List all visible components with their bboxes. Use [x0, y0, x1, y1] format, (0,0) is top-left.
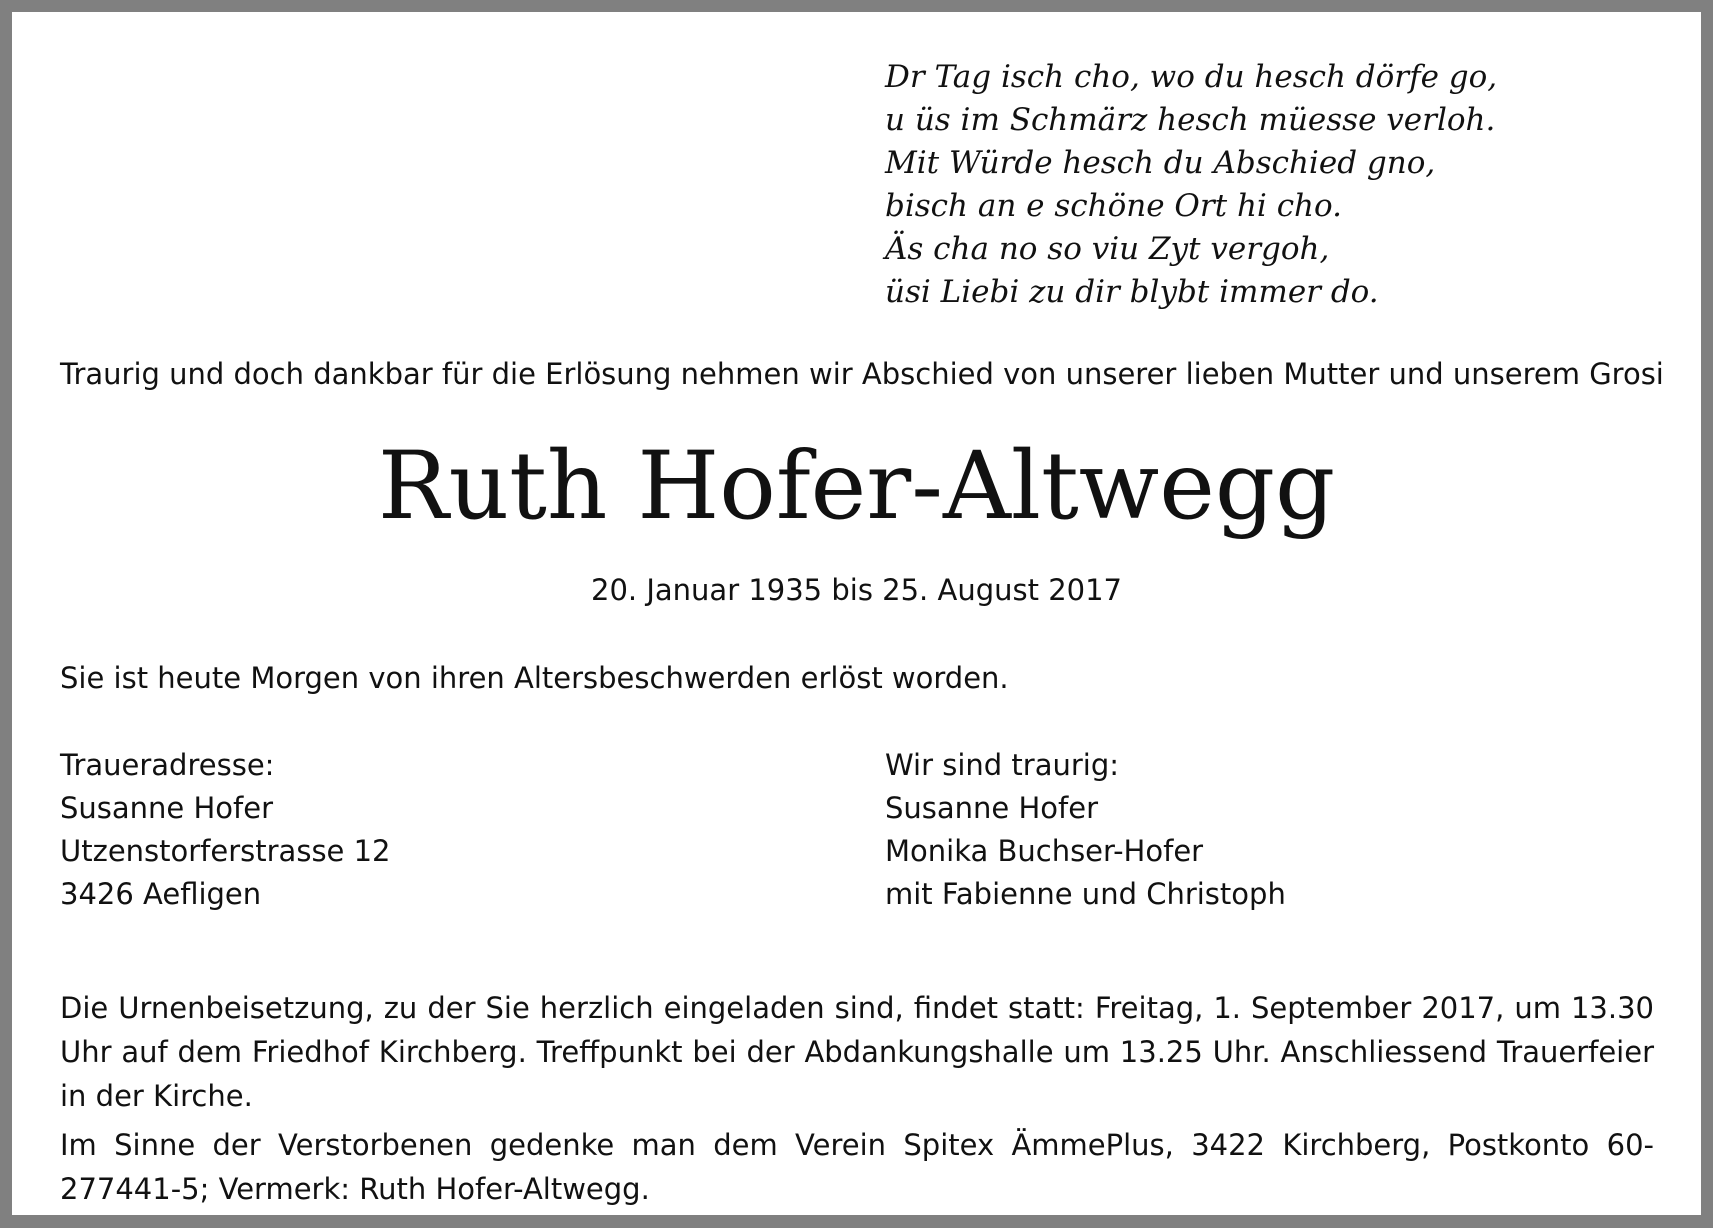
- mourning-address: [60, 744, 391, 916]
- mourner: Monika Buchser-Hofer: [885, 834, 1204, 868]
- mourner: mit Fabienne und Christoph: [885, 877, 1286, 911]
- poem-line: Dr Tag isch cho, wo du hesch dörfe go,: [885, 59, 1498, 95]
- mourners-heading: Wir sind traurig:: [885, 748, 1120, 782]
- life-dates: 20. Januar 1935 bis 25. August 2017: [591, 573, 1122, 607]
- donation-info: Im Sinne der Verstorbenen gedenke man dem Verein Spitex ÄmmePlus, 3422 Kirchberg, Postkonto 60-277441-5; Vermerk: Ruth Hofer-Altwegg.: [60, 1128, 1654, 1206]
- mourners-list: [885, 744, 1286, 916]
- poem-line: üsi Liebi zu dir blybt immer do.: [885, 274, 1379, 310]
- intro-text: Traurig und doch dankbar für die Erlösung nehmen wir Abschied von unserer lieben Mutter und unserem Grosi: [60, 357, 1664, 391]
- poem-line: bisch an e schöne Ort hi cho.: [885, 188, 1342, 224]
- address-line: 3426 Aefligen: [60, 877, 262, 911]
- mourner: Susanne Hofer: [885, 791, 1099, 825]
- address-line: Susanne Hofer: [60, 791, 274, 825]
- poem: [885, 56, 1497, 314]
- poem-line: Mit Würde hesch du Abschied gno,: [885, 145, 1436, 181]
- address-heading: Traueradresse:: [60, 748, 275, 782]
- poem-line: Äs cha no so viu Zyt vergoh,: [885, 231, 1330, 267]
- funeral-info: Die Urnenbeisetzung, zu der Sie herzlich eingeladen sind, findet statt: Freitag, 1. September 2017, um 13.30 Uhr auf dem Friedhof Kirchberg. Treffpunkt bei der Abdankungshalle um 13.25 Uhr. Anschliessend Trauerfeier in der Kirche.: [60, 991, 1654, 1113]
- address-line: Utzenstorferstrasse 12: [60, 834, 391, 868]
- poem-line: u üs im Schmärz hesch müesse verloh.: [885, 102, 1496, 138]
- obituary-notice: [12, 12, 1701, 1215]
- death-statement: Sie ist heute Morgen von ihren Altersbeschwerden erlöst worden.: [60, 661, 1009, 695]
- deceased-name: Ruth Hofer-Altwegg: [377, 432, 1336, 541]
